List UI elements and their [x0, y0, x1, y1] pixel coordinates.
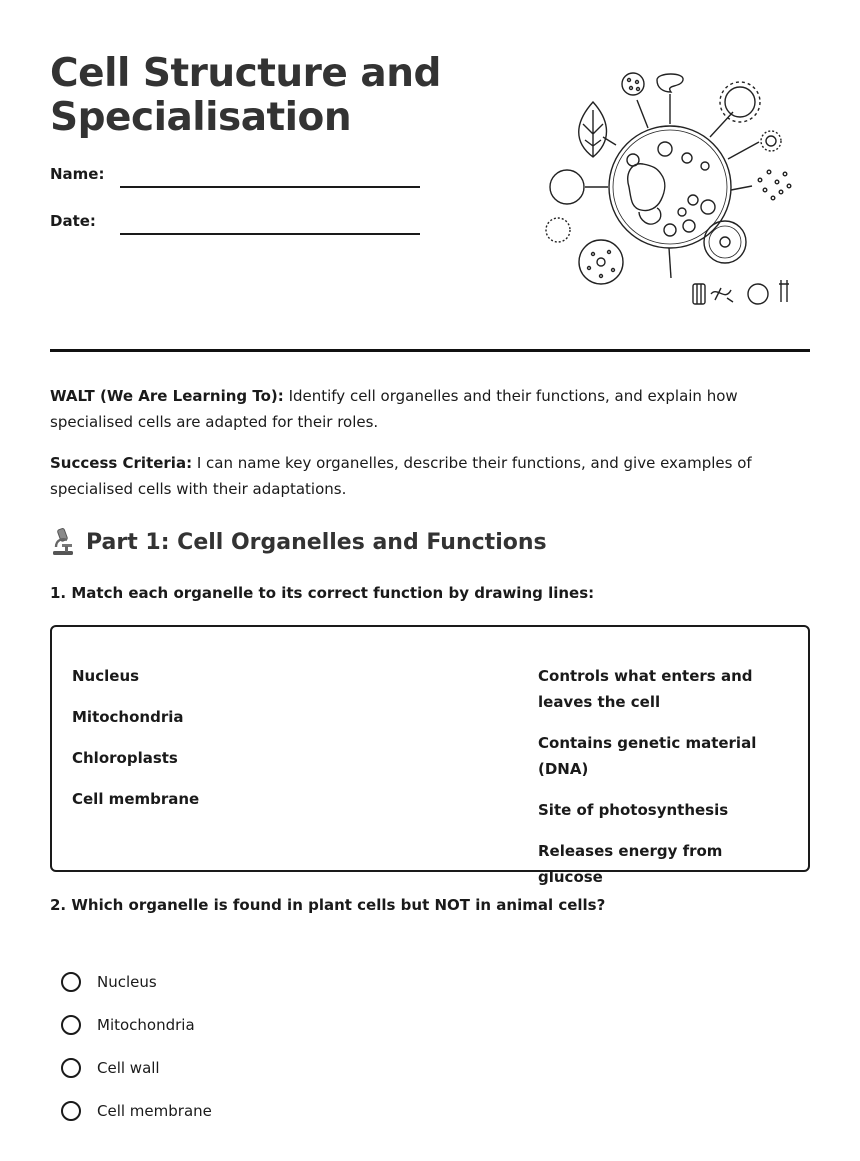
organelle-item[interactable]: Nucleus: [72, 667, 140, 685]
option-label: Cell membrane: [97, 1101, 212, 1120]
organelle-item[interactable]: Cell membrane: [72, 790, 200, 808]
success-criteria-paragraph: [50, 450, 810, 502]
date-field-row: [50, 212, 420, 242]
function-item[interactable]: Site of photosynthesis: [538, 801, 729, 819]
walt-paragraph: [50, 383, 810, 435]
page-title: [50, 52, 470, 140]
option-row[interactable]: [60, 960, 212, 1003]
option-label: Mitochondria: [97, 1015, 195, 1034]
date-label: Date:: [50, 212, 96, 230]
option-row[interactable]: [60, 1046, 212, 1089]
matching-box: [50, 625, 810, 886]
radio-button[interactable]: [61, 1058, 81, 1078]
illustration-spokes: [585, 94, 759, 278]
option-row[interactable]: [60, 1003, 212, 1046]
cell-illustration: [545, 62, 795, 312]
organelle-item[interactable]: Chloroplasts: [72, 749, 178, 767]
organelle-column: [72, 663, 372, 827]
radio-button[interactable]: [61, 1015, 81, 1035]
date-write-line[interactable]: [120, 233, 420, 235]
satellite-cells: [546, 73, 791, 304]
function-item[interactable]: Releases energy from glucose: [538, 842, 723, 886]
header-divider: [50, 349, 810, 352]
walt-text: Identify cell organelles and their functions, and explain how specialised cells are adapted for their roles.: [50, 387, 738, 431]
part1-heading-text: Part 1: Cell Organelles and Functions: [86, 529, 547, 555]
title-line-1: Cell Structure and: [50, 51, 441, 96]
radio-button[interactable]: [61, 972, 81, 992]
question-2-prompt: 2. Which organelle is found in plant cells but NOT in animal cells?: [50, 896, 606, 914]
option-row[interactable]: [60, 1089, 212, 1132]
question-2-options: [60, 960, 212, 1132]
radio-button[interactable]: [61, 1101, 81, 1121]
option-label: Cell wall: [97, 1058, 160, 1077]
function-item[interactable]: Contains genetic material (DNA): [538, 734, 757, 778]
success-criteria-text: I can name key organelles, describe their functions, and give examples of specialised cells with their adaptations.: [50, 454, 752, 498]
organelle-item[interactable]: Mitochondria: [72, 708, 184, 726]
name-write-line[interactable]: [120, 186, 420, 188]
function-item[interactable]: Controls what enters and leaves the cell: [538, 667, 753, 711]
walt-label: WALT (We Are Learning To):: [50, 387, 284, 405]
option-label: Nucleus: [97, 972, 157, 991]
success-criteria-label: Success Criteria:: [50, 454, 193, 472]
title-line-2: Specialisation: [50, 95, 352, 140]
function-column: [538, 663, 788, 905]
leaf-shape: [579, 102, 607, 157]
question-1-prompt: 1. Match each organelle to its correct function by drawing lines:: [50, 584, 595, 602]
microscope-icon: [50, 527, 76, 557]
name-label: Name:: [50, 165, 105, 183]
central-cell: [609, 126, 731, 248]
scattered-dots: [758, 170, 791, 200]
part1-heading: [50, 526, 547, 558]
name-field-row: [50, 165, 420, 195]
